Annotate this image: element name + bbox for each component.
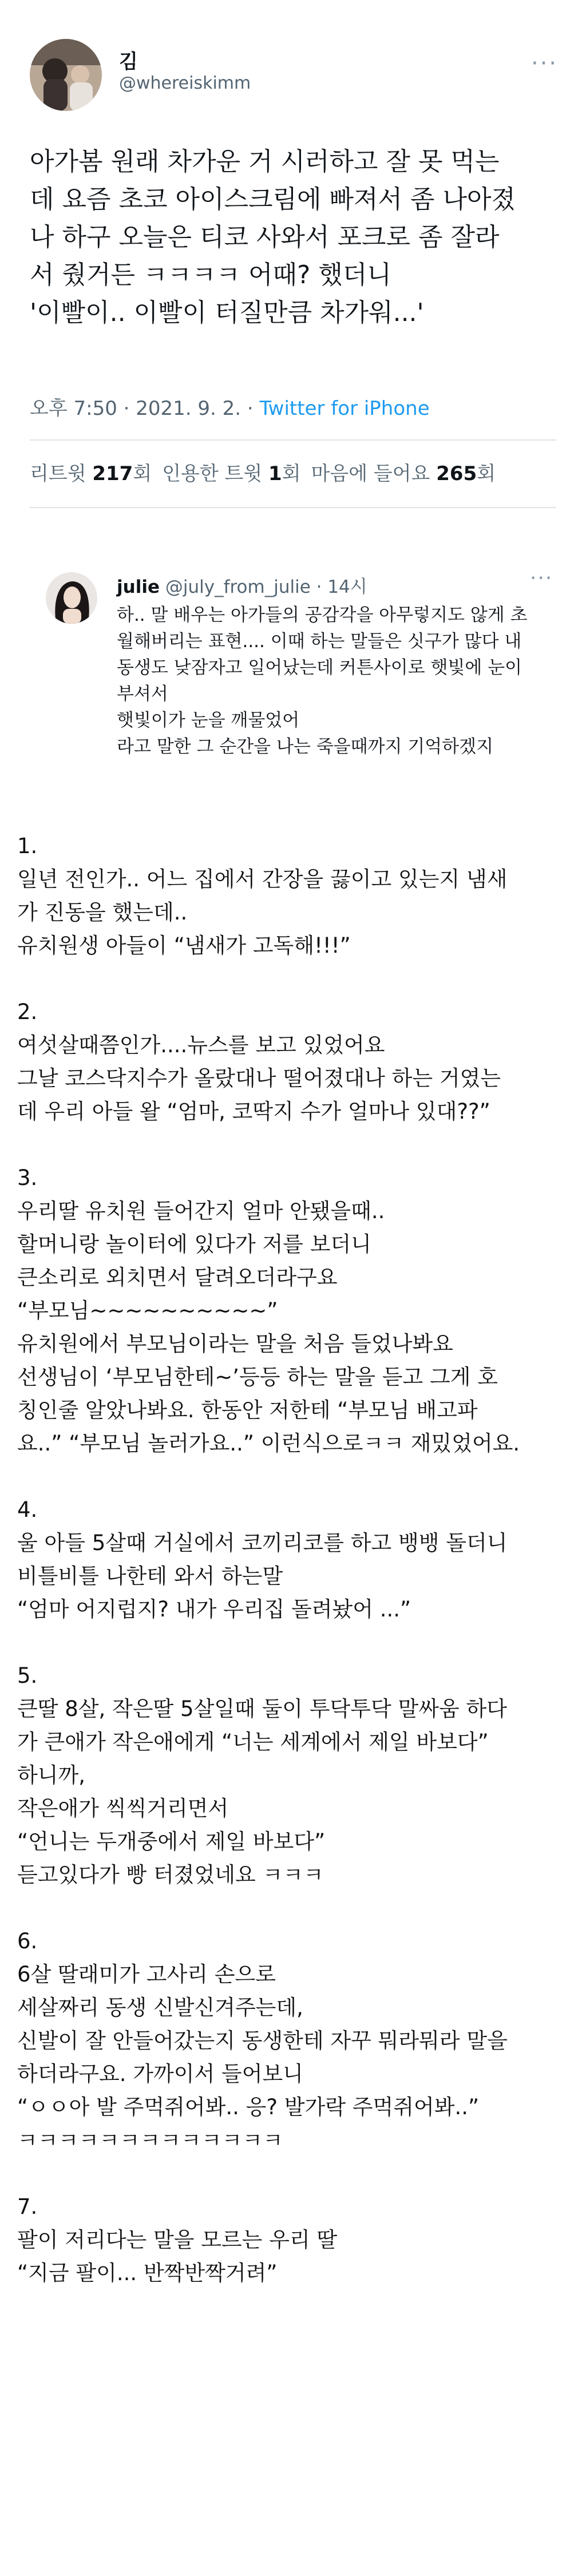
- tweet-meta: [30, 393, 430, 421]
- story-item: [17, 2190, 572, 2290]
- stories-list: [17, 830, 572, 2323]
- story-line: 큰딸 8살, 작은딸 5살일때 둘이 투닥투닥 말싸움 하다: [17, 1697, 508, 1721]
- tweet-timestamp[interactable]: 오후 7:50 · 2021. 9. 2. ·: [30, 397, 260, 420]
- story-line: 유치원생 아들이 “냄새가 고독해!!!”: [17, 933, 351, 958]
- story-number: 4.: [17, 1497, 38, 1522]
- quote-stat[interactable]: [162, 462, 300, 485]
- tweet-body-line: 서 줬거든 ㅋㅋㅋㅋ 어때? 했더니: [30, 260, 391, 290]
- story-line: 요..” “부모님 놀러가요..” 이런식으로ㅋㅋ 재밌었어요.: [17, 1431, 520, 1456]
- like-stat[interactable]: [311, 462, 496, 485]
- like-count: 265: [436, 462, 477, 485]
- story-line: 팔이 저리다는 말을 모르는 우리 딸: [17, 2228, 338, 2252]
- divider: [30, 507, 556, 508]
- reply-body-line: 월해버리는 표현.... 이때 하는 말들은 싯구가 많다 내: [117, 631, 522, 652]
- tweet-body-line: 나 하구 오늘은 티코 사와서 포크로 좀 잘라: [30, 223, 500, 252]
- story-line: “엄마 어지럽지? 내가 우리집 돌려놨어 ...”: [17, 1597, 411, 1622]
- story-line: 작은애가 씩씩거리면서: [17, 1796, 229, 1821]
- story-line: 듣고있다가 빵 터졌었네요 ㅋㅋㅋ: [17, 1862, 324, 1887]
- like-label: 마음에 들어요: [311, 462, 430, 485]
- author-name[interactable]: 김: [119, 50, 138, 73]
- reply-more-options-icon[interactable]: ···: [530, 566, 553, 590]
- reply-body-line: 동생도 낮잠자고 일어났는데 커튼사이로 햇빛에 눈이: [117, 657, 522, 678]
- story-item: [17, 1162, 572, 1460]
- author-avatar[interactable]: [30, 39, 102, 111]
- story-line: ㅋㅋㅋㅋㅋㅋㅋㅋㅋㅋㅋㅋㅋ: [17, 2128, 283, 2153]
- story-item: [17, 996, 572, 1128]
- story-line: 데 우리 아들 왈 “엄마, 코딱지 수가 얼마나 있대??”: [17, 1099, 490, 1124]
- story-line: 유치원에서 부모님이라는 말을 처음 들었나봐요: [17, 1331, 453, 1356]
- tweet-source-link[interactable]: Twitter for iPhone: [259, 397, 430, 420]
- story-number: 5.: [17, 1663, 38, 1688]
- story-line: 일년 전인가.. 어느 집에서 간장을 끓이고 있는지 냄새: [17, 867, 508, 891]
- story-line: 여섯살때쯤인가....뉴스를 보고 있었어요: [17, 1033, 385, 1057]
- story-line: 비틀비틀 나한테 와서 하는말: [17, 1564, 283, 1588]
- reply-avatar-image: [46, 572, 97, 624]
- story-number: 3.: [17, 1166, 38, 1190]
- story-line: 선생님이 ‘부모님한테~’등등 하는 말을 듣고 그게 호: [17, 1365, 498, 1389]
- tweet-body: [30, 143, 562, 332]
- story-number: 1.: [17, 834, 38, 858]
- reply-author-handle[interactable]: @july_from_julie: [165, 577, 311, 597]
- story-line: 우리딸 유치원 들어간지 얼마 안됐을때..: [17, 1199, 385, 1223]
- tweet-stats: [30, 458, 496, 486]
- tweet-body-line: 데 요즘 초코 아이스크림에 빠져서 좀 나아졌: [30, 185, 516, 214]
- reply-body: [117, 602, 557, 760]
- story-item: [17, 1925, 572, 2157]
- story-line: 칭인줄 알았나봐요. 한동안 저한테 “부모님 배고파: [17, 1398, 478, 1422]
- quote-label: 인용한 트윗: [162, 462, 263, 485]
- story-number: 2.: [17, 1000, 38, 1024]
- divider: [30, 439, 556, 441]
- reply-author-name[interactable]: julie: [117, 577, 160, 597]
- story-line: “언니는 두개중에서 제일 바보다”: [17, 1829, 326, 1854]
- quote-unit: 회: [282, 462, 301, 485]
- author-handle[interactable]: @whereiskimm: [119, 73, 251, 93]
- story-line: 신발이 잘 안들어갔는지 동생한테 자꾸 뭐라뭐라 말을: [17, 2028, 508, 2053]
- story-line: 그날 코스닥지수가 올랐대나 떨어졌대나 하는 거였는: [17, 1066, 501, 1091]
- story-line: “ㅇㅇ아 발 주먹쥐어봐.. 응? 발가락 주먹쥐어봐..”: [17, 2095, 480, 2119]
- reply-avatar[interactable]: [46, 572, 97, 624]
- story-line: 큰소리로 외치면서 달려오더라구요: [17, 1265, 338, 1290]
- retweet-count: 217: [92, 462, 133, 485]
- story-line: 할머니랑 놀이터에 있다가 저를 보더니: [17, 1232, 371, 1257]
- story-number: 7.: [17, 2194, 38, 2219]
- story-line: 세살짜리 동생 신발신겨주는데,: [17, 1995, 303, 2020]
- story-line: 울 아들 5살때 거실에서 코끼리코를 하고 뱅뱅 돌더니: [17, 1531, 508, 1555]
- quote-count: 1: [268, 462, 282, 485]
- story-line: 6살 딸래미가 고사리 손으로: [17, 1962, 276, 1987]
- retweet-label: 리트윗: [30, 462, 86, 485]
- retweet-stat[interactable]: [30, 462, 152, 485]
- story-number: 6.: [17, 1929, 38, 1953]
- reply-body-line: 라고 말한 그 순간을 나는 죽을때까지 기억하겠지: [117, 736, 494, 757]
- story-line: 가 큰애가 작은애에게 “너는 세계에서 제일 바보다”: [17, 1730, 489, 1754]
- reply-body-line: 하.. 말 배우는 아가들의 공감각을 아무렇지도 않게 초: [117, 605, 528, 625]
- like-unit: 회: [477, 462, 496, 485]
- story-item: [17, 1659, 572, 1892]
- reply-body-line: 햇빛이가 눈을 깨물었어: [117, 710, 300, 731]
- story-item: [17, 830, 572, 962]
- tweet-body-line: '이빨이.. 이빨이 터질만큼 차가워...': [30, 298, 424, 327]
- reply-tweet[interactable]: [46, 566, 561, 790]
- reply-body-line: 부셔서: [117, 684, 168, 704]
- story-line: “지금 팔이... 반짝반짝거려”: [17, 2261, 278, 2285]
- story-item: [17, 1493, 572, 1626]
- reply-header: [117, 572, 367, 598]
- author-avatar-image: [30, 39, 102, 111]
- story-line: 하더라구요. 가까이서 들어보니: [17, 2062, 303, 2086]
- tweet: [0, 0, 586, 515]
- story-line: 가 진동을 했는데..: [17, 900, 188, 925]
- story-line: 하니까,: [17, 1763, 85, 1788]
- tweet-body-line: 아가봄 원래 차가운 거 시러하고 잘 못 먹는: [30, 147, 500, 176]
- retweet-unit: 회: [133, 462, 152, 485]
- more-options-icon[interactable]: ···: [531, 50, 559, 77]
- story-line: “부모님~~~~~~~~~~”: [17, 1298, 278, 1323]
- reply-time[interactable]: · 14시: [316, 577, 367, 597]
